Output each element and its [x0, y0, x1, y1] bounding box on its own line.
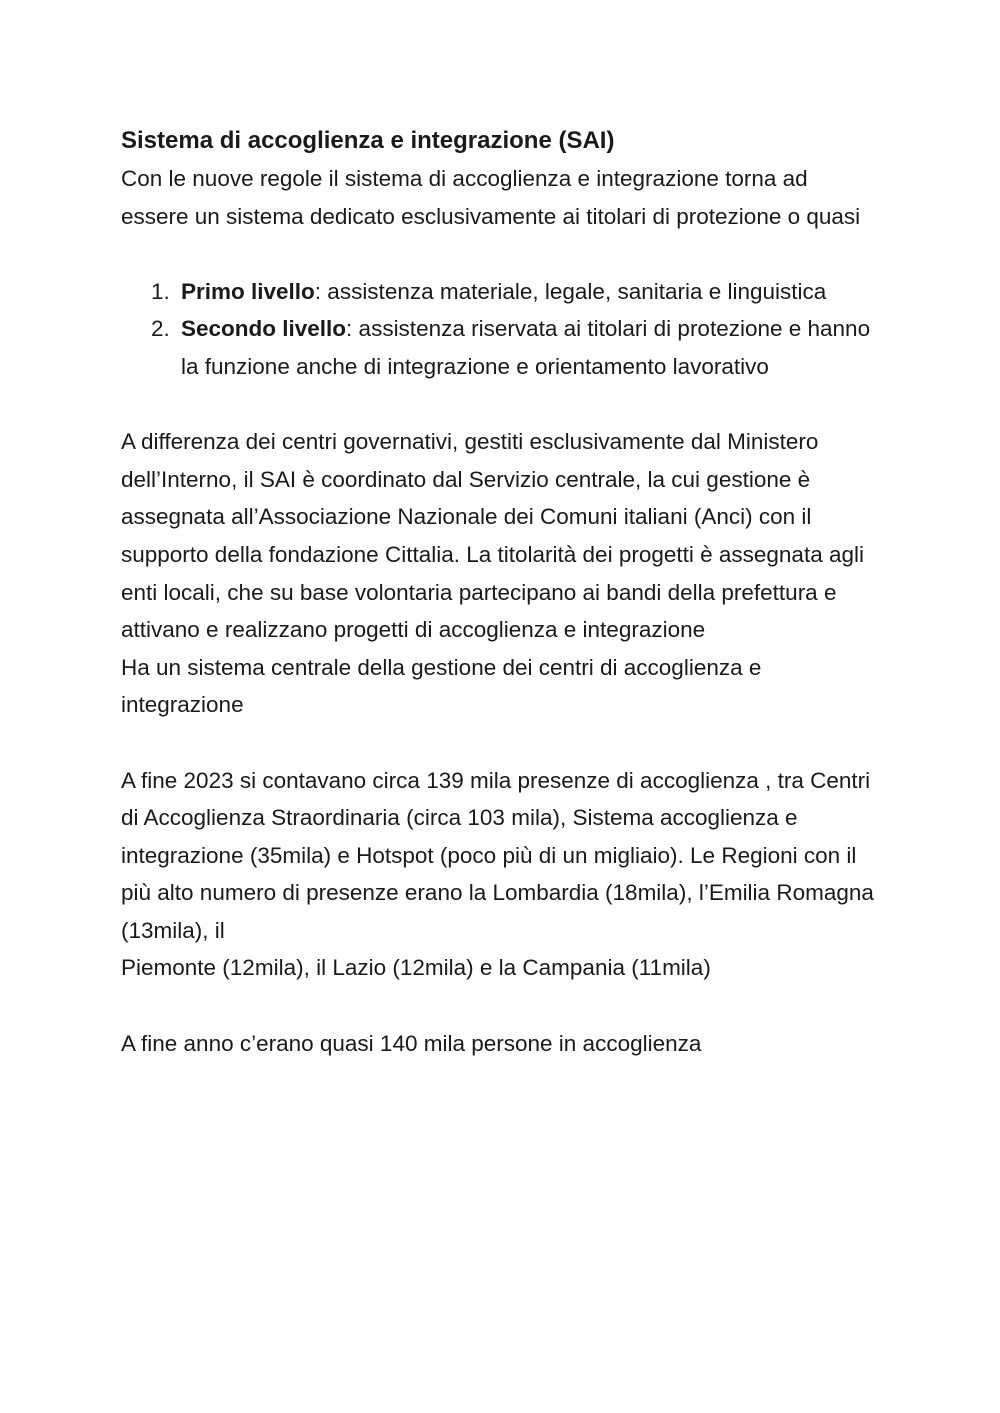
spacer	[121, 987, 881, 1025]
body-paragraph: Ha un sistema centrale della gestione dei centri di accoglienza e integrazione	[121, 654, 762, 718]
body-paragraph: A differenza dei centri governativi, gestiti esclusivamente dal Ministero dell’Interno, il SAI è coordinato dal Servizio centrale, la cui gestione è assegnata all’Associazione Nazionale dei Comuni italiani (Anci) con il supporto della fondazione Cittalia. La titolarità dei progetti è assegnata agli enti locali, che su base volontaria partecipano ai bandi della prefettura e attivano e realizzano progetti di accoglienza e integrazione	[121, 429, 864, 643]
document-page	[121, 122, 881, 1062]
list-text: : assistenza riservata ai titolari di protezione e hanno la funzione anche di integrazione e orientamento lavorativo	[181, 316, 871, 379]
levels-list	[121, 273, 881, 386]
list-term: Secondo livello	[181, 316, 347, 342]
spacer	[121, 235, 881, 273]
list-number: 2.	[151, 316, 170, 342]
statistics-paragraph: A fine 2023 si contavano circa 139 mila presenze di accoglienza , tra Centri di Accoglienza Straordinaria (circa 103 mila), Sistema accoglienza e integrazione (35mila) e Hotspot (poco più di un migliaio). Le Regioni con il più alto numero di presenze erano la Lombardia (18mila), l’Emilia Romagna (13mila), il	[121, 767, 874, 943]
list-term: Primo livello	[181, 278, 315, 304]
spacer	[121, 386, 881, 424]
closing-paragraph: A fine anno c’erano quasi 140 mila persone in accoglienza	[121, 1030, 702, 1056]
document-title: Sistema di accoglienza e integrazione (SAI)	[121, 127, 615, 154]
list-item	[121, 273, 881, 311]
list-text: : assistenza materiale, legale, sanitaria e linguistica	[314, 278, 827, 304]
spacer	[121, 724, 881, 762]
statistics-paragraph-continued: Piemonte (12mila), il Lazio (12mila) e la Campania (11mila)	[121, 955, 711, 981]
intro-paragraph: Con le nuove regole il sistema di accoglienza e integrazione torna ad essere un sistema dedicato esclusivamente ai titolari di protezione o quasi	[121, 166, 861, 229]
list-item	[121, 310, 881, 385]
list-number: 1.	[151, 278, 170, 304]
